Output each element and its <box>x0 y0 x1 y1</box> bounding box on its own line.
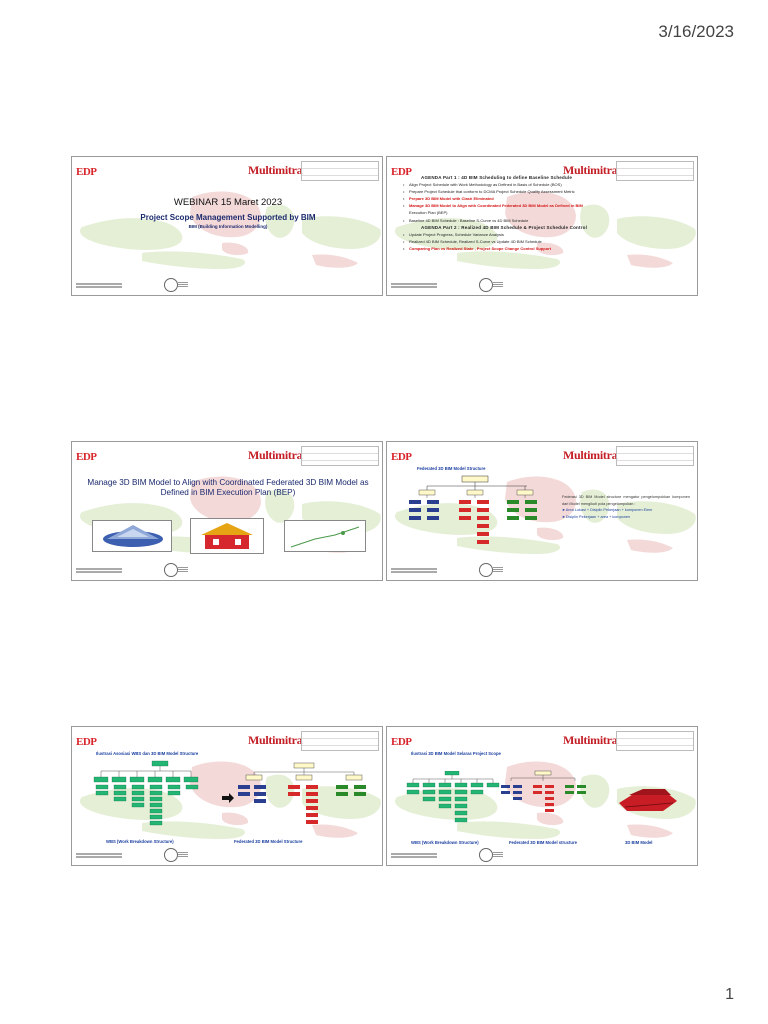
federated-model-tree-diagram <box>236 761 376 841</box>
certification-badge-icon <box>479 563 493 577</box>
agenda-item: • Update Project Progress, Schedule Variance Analysis <box>401 231 693 238</box>
federated-structure-label: Federated 3D BIM Model Structure <box>234 839 303 844</box>
page-number: 1 <box>725 986 734 1003</box>
federated-structure-label: Federated 3D BIM Model structure <box>509 840 577 845</box>
section-title: Ilustrasi 3D BIM Model Selaras Project Scope <box>411 751 501 756</box>
certification-text <box>493 852 503 861</box>
arrow-right-icon <box>222 793 234 803</box>
slide-thumbnail-2[interactable] <box>386 156 698 296</box>
certification-text <box>178 852 188 861</box>
slide-subtitle: Project Scope Management Supported by BIM <box>140 213 316 222</box>
certification-badge-icon <box>164 278 178 292</box>
agenda-item: • Manage 3D BIM Model to Align with Coordinated Federated 3D BIM Model as Defined in BIM <box>401 202 693 209</box>
certification-badge-icon <box>479 848 493 862</box>
slide-thumbnail-3[interactable] <box>71 441 383 581</box>
bim-site-plan-image <box>284 520 366 552</box>
wbs-label: WBS (Work Breakdown Structure) <box>411 840 479 845</box>
section-title: Ilustrasi Asosiasi WBS dan 3D BIM Model Structure <box>96 751 199 756</box>
certification-badge-icon <box>479 278 493 292</box>
page-date: 3/16/2023 <box>658 22 734 41</box>
federated-model-tree-diagram <box>499 769 589 829</box>
edp-logo: EDP <box>76 166 97 178</box>
brand-logo: Multimitra <box>563 733 618 747</box>
footer-address <box>76 283 122 291</box>
slide-title: Manage 3D BIM Model to Align with Coordinated Federated 3D BIM Model as Defined in BIM Execution Plan (BEP) <box>87 478 369 497</box>
certification-text <box>493 282 503 291</box>
edp-logo: EDP <box>76 736 97 748</box>
certification-badge-icon <box>164 563 178 577</box>
brand-logo: Multimitra <box>248 163 303 177</box>
agenda-list <box>401 174 693 252</box>
certification-text <box>493 567 503 576</box>
agenda-item: • Comparing Plan vs Realized State , Project Scope Change Control Support <box>401 245 693 252</box>
wbs-tree-diagram <box>405 771 501 827</box>
brand-logo: Multimitra <box>563 163 618 177</box>
footer-address <box>76 568 122 576</box>
agenda-item: • Prepare 3D BIM Model with Clash Eliminated <box>401 195 693 202</box>
slide-thumbnail-6[interactable] <box>386 726 698 866</box>
agenda-item: • Baseline 4D BIM Schedule : Baseline S-Curve vs 4D BIM Schedule <box>401 217 693 224</box>
federated-model-tree-diagram <box>407 474 557 574</box>
footer-address <box>76 853 122 861</box>
certification-badge-icon <box>164 848 178 862</box>
slide-subtitle-secondary: BIM (Building Information Modelling) <box>188 224 268 229</box>
agenda-item: • Prepare Project Schedule that conform to DCMA Project Schedule Quality Assessment Metric <box>401 188 693 195</box>
document-control-table <box>616 446 694 466</box>
wbs-label: WBS (Work Breakdown Structure) <box>106 839 174 844</box>
slide-title: WEBINAR 15 Maret 2023 <box>173 197 283 208</box>
agenda-item: • Align Project Schedule with Work Methodology as Defined in Basis of Schedule (BOS) <box>401 181 693 188</box>
3d-model-label: 3D BIM Model <box>625 840 653 845</box>
document-control-table <box>301 731 379 751</box>
bim-house-model-image <box>190 518 264 554</box>
edp-logo: EDP <box>391 451 412 463</box>
footer-address <box>391 568 437 576</box>
wbs-tree-diagram <box>92 759 232 839</box>
brand-logo: Multimitra <box>248 448 303 462</box>
agenda-item: • Realized 4D BIM Schedule, Realized S-Curve vs Update 4D BIM Schedule <box>401 238 693 245</box>
slide-thumbnail-1[interactable] <box>71 156 383 296</box>
edp-logo: EDP <box>391 166 412 178</box>
brand-logo: Multimitra <box>563 448 618 462</box>
certification-text <box>178 282 188 291</box>
agenda-item-continued: Execution Plan (BEP) <box>409 210 448 216</box>
bim-model-image-1 <box>92 520 172 552</box>
section-title: Federated 3D BIM Model Structure <box>417 466 486 471</box>
footer-address <box>391 283 437 291</box>
slide-thumbnail-4[interactable] <box>386 441 698 581</box>
edp-logo: EDP <box>76 451 97 463</box>
agenda-heading-part1: AGENDA Part 1 : 4D BIM Scheduling to define Baseline Schedule <box>421 175 573 180</box>
document-control-table <box>301 446 379 466</box>
certification-text <box>178 567 188 576</box>
agenda-heading-part2: AGENDA Part 2 : Realized 4D BIM Schedule & Project Schedule Control <box>421 224 588 230</box>
edp-logo: EDP <box>391 736 412 748</box>
slide-thumbnail-5[interactable] <box>71 726 383 866</box>
brand-logo: Multimitra <box>248 733 303 747</box>
document-control-table <box>301 161 379 181</box>
footer-address <box>391 853 437 861</box>
document-control-table <box>616 731 694 751</box>
3d-bim-model-image <box>615 785 679 815</box>
structure-note: Federasi 3D BIM Model structure mengatur pengelompokkan komponen dari Model mengikuti pola pengelompokan : ►Area Lokasi + Disiplin Pekerjaan + komponen Elem ►Disiplin Pekerjaan + area + komponen <box>562 495 690 519</box>
